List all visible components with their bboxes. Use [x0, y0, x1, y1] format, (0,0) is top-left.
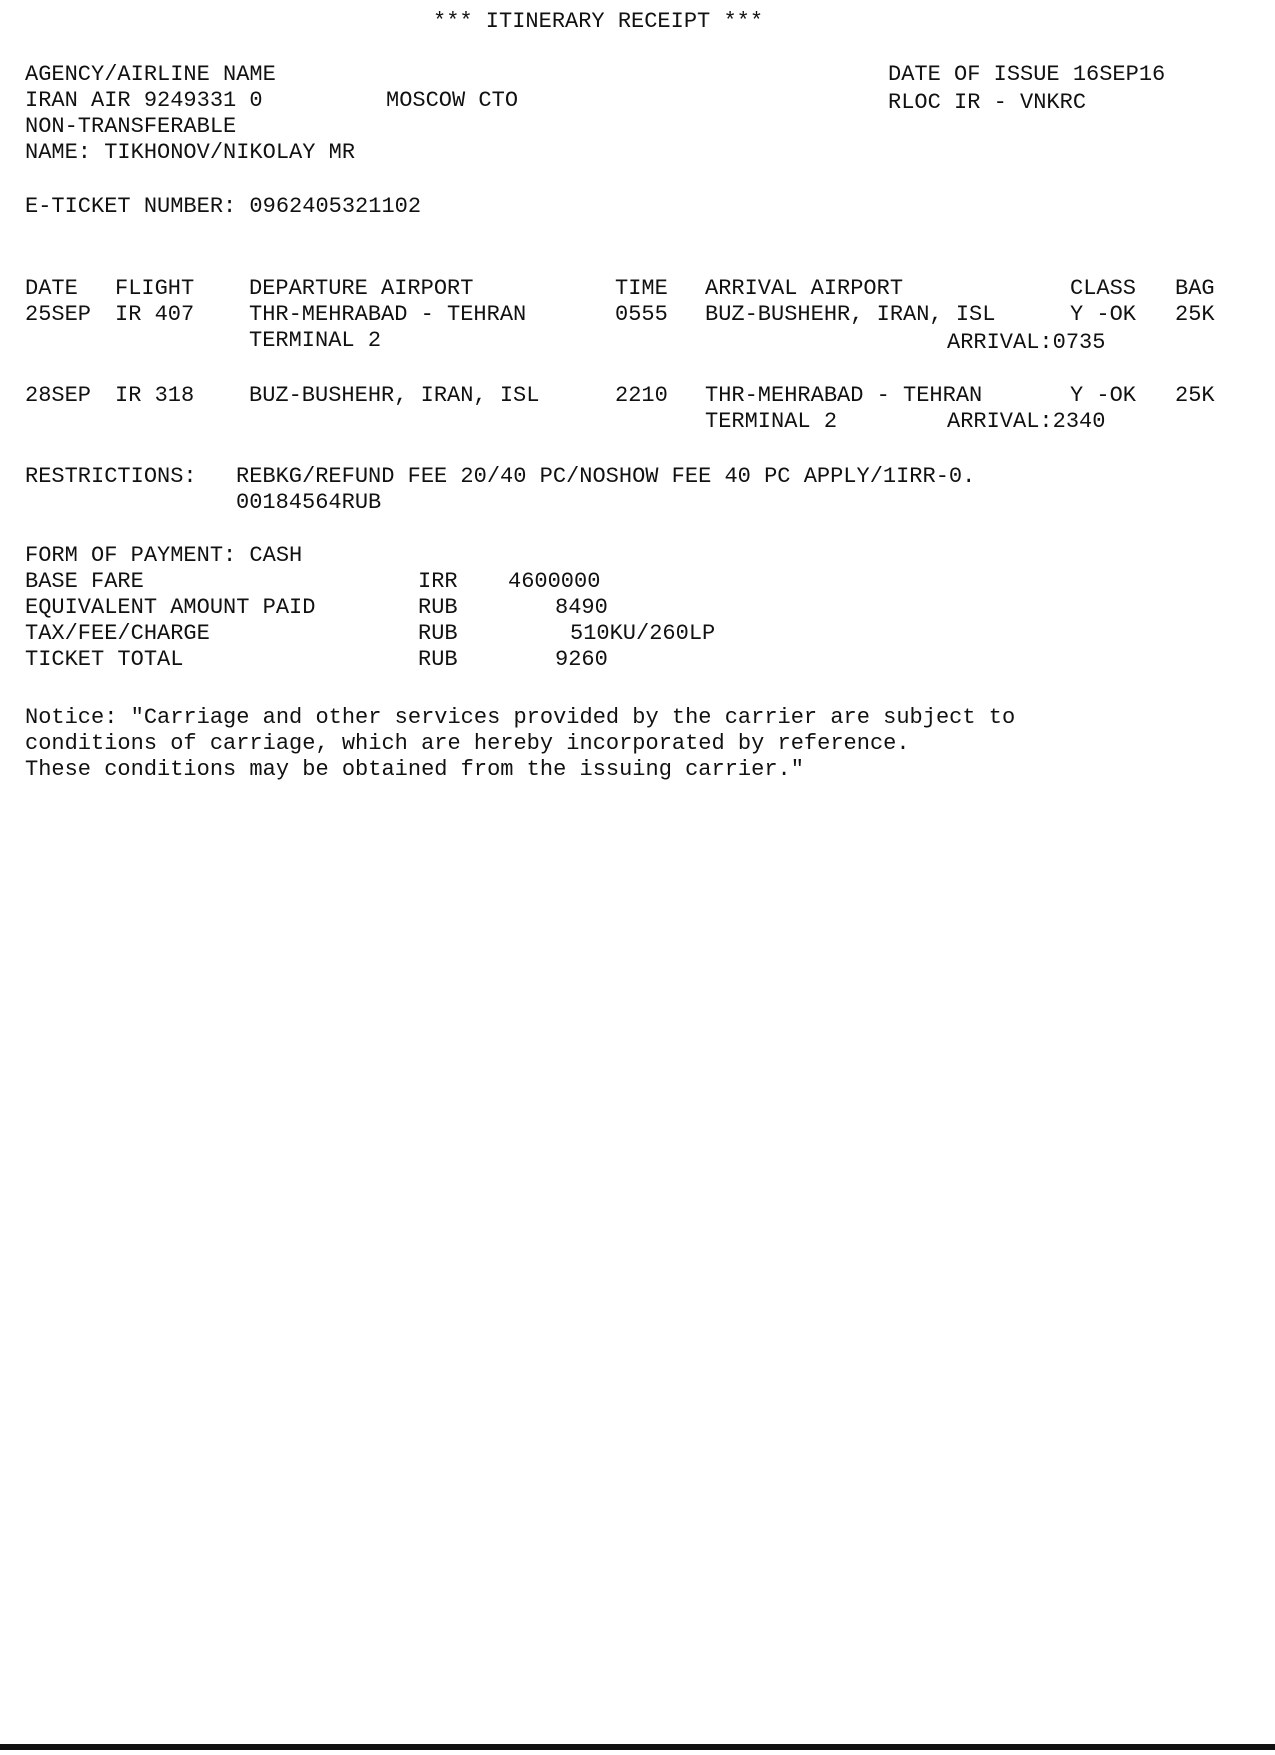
flight-date: 28SEP — [25, 383, 92, 408]
column-time: TIME — [615, 276, 668, 301]
column-flight: FLIGHT — [115, 276, 195, 301]
arrival-airport: THR-MEHRABAD - TEHRAN — [705, 383, 983, 408]
notice-text-continued: conditions of carriage, which are hereby incorporated by reference. — [25, 731, 910, 756]
notice-text: Notice: "Carriage and other services provided by the carrier are subject to — [25, 705, 1016, 730]
departure-airport: BUZ-BUSHEHR, IRAN, ISL — [249, 383, 540, 408]
eticket-number: E-TICKET NUMBER: 0962405321102 — [25, 194, 422, 219]
fare-label: TICKET TOTAL — [25, 647, 184, 672]
fare-currency: RUB — [418, 621, 458, 646]
form-of-payment: FORM OF PAYMENT: CASH — [25, 543, 303, 568]
fare-currency: IRR — [418, 569, 458, 594]
restrictions-text-continued: 00184564RUB — [236, 490, 382, 515]
airline-name: IRAN AIR 9249331 0 — [25, 88, 263, 113]
restrictions-text: REBKG/REFUND FEE 20/40 PC/NOSHOW FEE 40 PC APPLY/1IRR-0. — [236, 464, 976, 489]
record-locator: RLOC IR - VNKRC — [888, 90, 1087, 115]
baggage-allowance: 25K — [1175, 302, 1215, 327]
fare-amount: 8490 — [555, 595, 608, 620]
non-transferable-label: NON-TRANSFERABLE — [25, 114, 237, 139]
fare-amount: 9260 — [555, 647, 608, 672]
column-arrival: ARRIVAL AIRPORT — [705, 276, 904, 301]
flight-number: IR 318 — [115, 383, 195, 408]
column-departure: DEPARTURE AIRPORT — [249, 276, 474, 301]
fare-label: TAX/FEE/CHARGE — [25, 621, 210, 646]
arrival-airport: BUZ-BUSHEHR, IRAN, ISL — [705, 302, 996, 327]
notice-text-end: These conditions may be obtained from the issuing carrier." — [25, 757, 804, 782]
arrival-terminal: TERMINAL 2 — [705, 409, 838, 434]
page-bottom-rule — [0, 1744, 1275, 1750]
column-date: DATE — [25, 276, 78, 301]
flight-date: 25SEP — [25, 302, 92, 327]
receipt-title: *** ITINERARY RECEIPT *** — [433, 9, 764, 34]
passenger-name: NAME: TIKHONOV/NIKOLAY MR — [25, 140, 356, 165]
baggage-allowance: 25K — [1175, 383, 1215, 408]
restrictions-label: RESTRICTIONS: — [25, 464, 197, 489]
column-bag: BAG — [1175, 276, 1215, 301]
departure-terminal: TERMINAL 2 — [249, 328, 382, 353]
fare-label: EQUIVALENT AMOUNT PAID — [25, 595, 316, 620]
fare-label: BASE FARE — [25, 569, 144, 594]
booking-class: Y -OK — [1070, 302, 1137, 327]
flight-number: IR 407 — [115, 302, 195, 327]
date-of-issue: DATE OF ISSUE 16SEP16 — [888, 62, 1166, 87]
departure-airport: THR-MEHRABAD - TEHRAN — [249, 302, 527, 327]
arrival-time: ARRIVAL:2340 — [947, 409, 1106, 434]
column-class: CLASS — [1070, 276, 1137, 301]
agency-label: AGENCY/AIRLINE NAME — [25, 62, 276, 87]
fare-amount: 510KU/260LP — [570, 621, 716, 646]
office-name: MOSCOW CTO — [386, 88, 519, 113]
departure-time: 2210 — [615, 383, 668, 408]
arrival-time: ARRIVAL:0735 — [947, 330, 1106, 355]
departure-time: 0555 — [615, 302, 668, 327]
fare-amount: 4600000 — [508, 569, 601, 594]
fare-currency: RUB — [418, 595, 458, 620]
booking-class: Y -OK — [1070, 383, 1137, 408]
fare-currency: RUB — [418, 647, 458, 672]
